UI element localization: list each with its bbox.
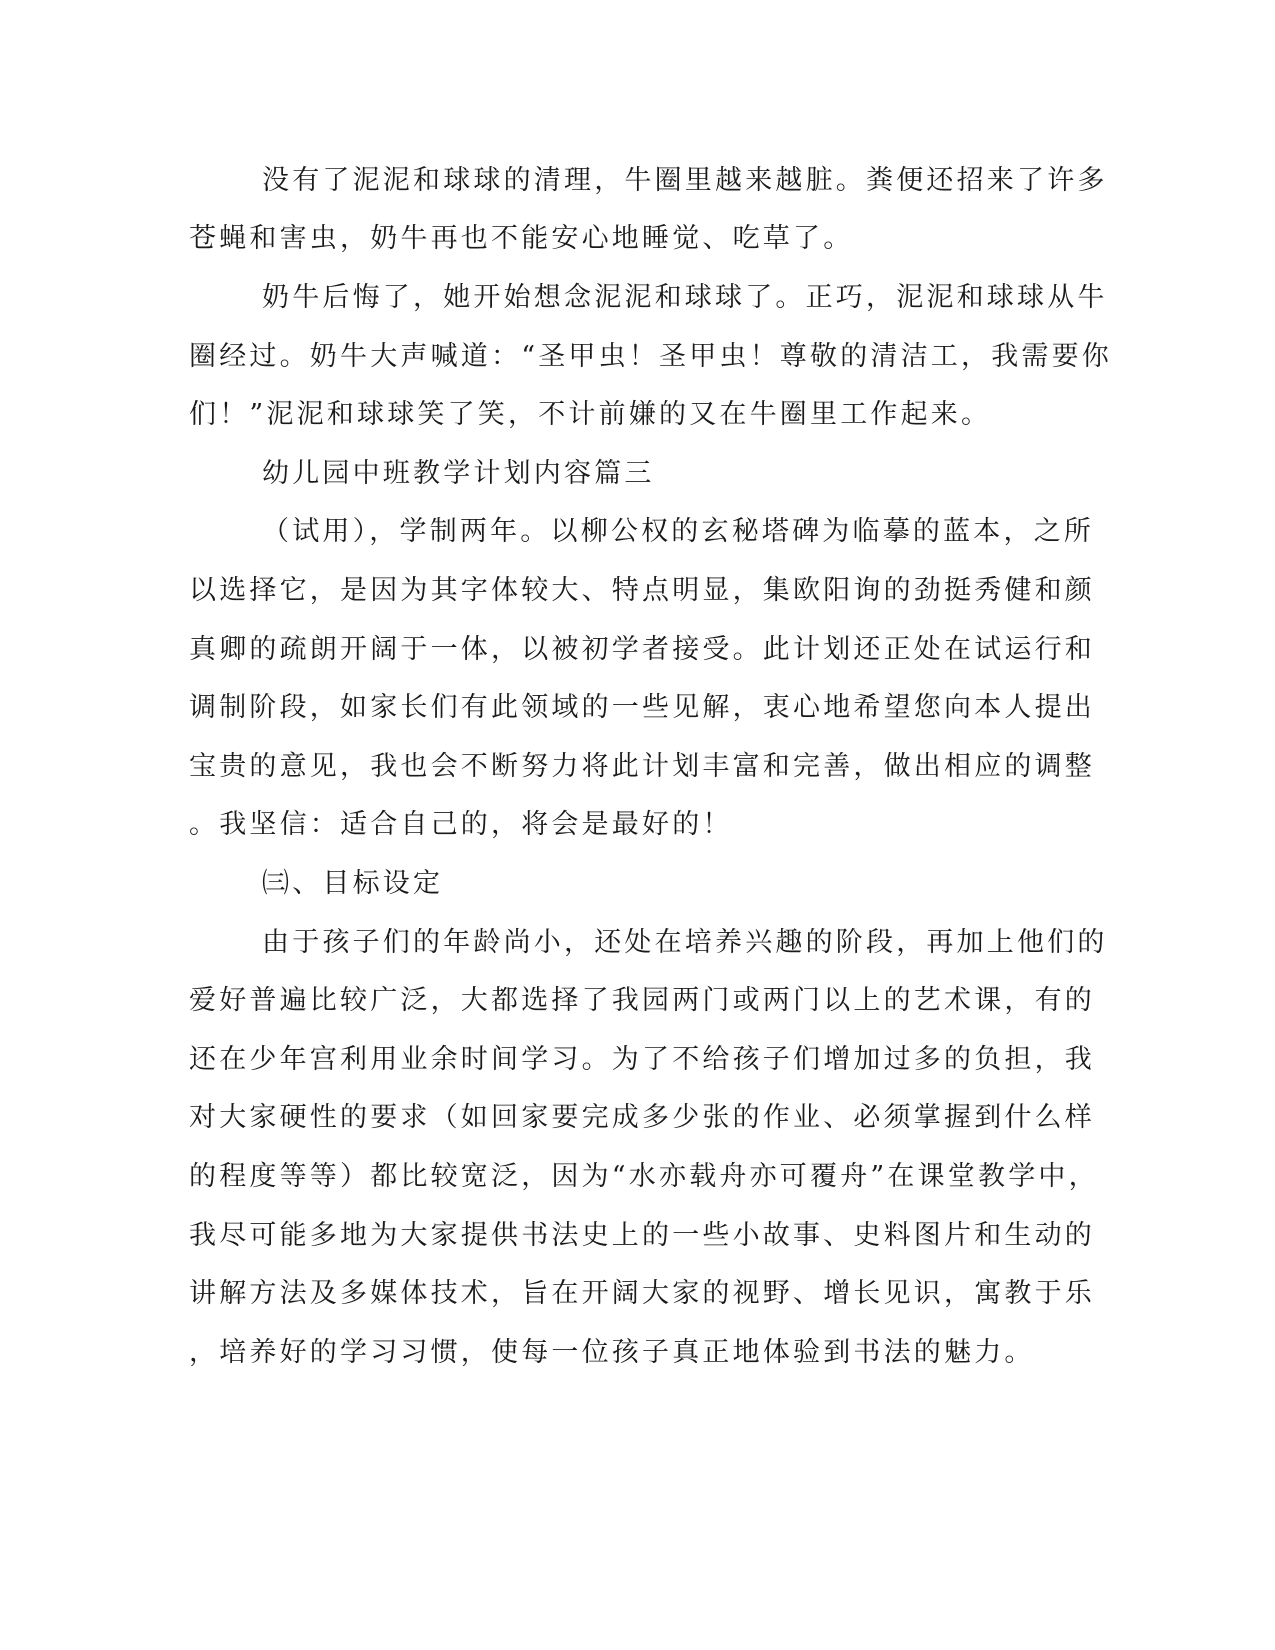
text-line: 由于孩子们的年龄尚小，还处在培养兴趣的阶段，再加上他们的 <box>262 927 1108 958</box>
text-line: 。我坚信：适合自己的，将会是最好的！ <box>189 809 733 840</box>
text-line: 我尽可能多地为大家提供书法史上的一些小故事、史料图片和生动的 <box>189 1220 1095 1251</box>
text-line: 还在少年宫利用业余时间学习。为了不给孩子们增加过多的负担，我 <box>189 1044 1095 1075</box>
text-line: 奶牛后悔了，她开始想念泥泥和球球了。正巧，泥泥和球球从牛 <box>262 282 1108 313</box>
text-line: 真卿的疏朗开阔于一体，以被初学者接受。此计划还正处在试运行和 <box>189 634 1095 665</box>
text-line: 圈经过。奶牛大声喊道：“圣甲虫！圣甲虫！尊敬的清洁工，我需要你 <box>189 341 1113 372</box>
text-line: 们！”泥泥和球球笑了笑，不计前嫌的又在牛圈里工作起来。 <box>189 399 992 430</box>
text-line: ，培养好的学习习惯，使每一位孩子真正地体验到书法的魅力。 <box>189 1337 1035 1368</box>
text-line: 爱好普遍比较广泛，大都选择了我园两门或两门以上的艺术课，有的 <box>189 985 1095 1016</box>
text-line: 苍蝇和害虫，奶牛再也不能安心地睡觉、吃草了。 <box>189 223 854 254</box>
text-line: （试用），学制两年。以柳公权的玄秘塔碑为临摹的蓝本，之所 <box>262 516 1095 547</box>
text-line: 以选择它，是因为其字体较大、特点明显，集欧阳询的劲挺秀健和颜 <box>189 575 1095 606</box>
section-heading: 幼儿园中班教学计划内容篇三 <box>262 458 655 489</box>
text-line: 对大家硬性的要求（如回家要完成多少张的作业、必须掌握到什么样 <box>189 1102 1095 1133</box>
section-heading: ㈢、目标设定 <box>262 868 444 899</box>
text-line: 宝贵的意见，我也会不断努力将此计划丰富和完善，做出相应的调整 <box>189 751 1095 782</box>
text-line: 的程度等等）都比较宽泛，因为“水亦载舟亦可覆舟”在课堂教学中， <box>189 1161 1099 1192</box>
text-line: 讲解方法及多媒体技术，旨在开阔大家的视野、增长见识，寓教于乐 <box>189 1278 1095 1309</box>
text-line: 调制阶段，如家长们有此领域的一些见解，衷心地希望您向本人提出 <box>189 692 1095 723</box>
text-line: 没有了泥泥和球球的清理，牛圈里越来越脏。粪便还招来了许多 <box>262 165 1108 196</box>
